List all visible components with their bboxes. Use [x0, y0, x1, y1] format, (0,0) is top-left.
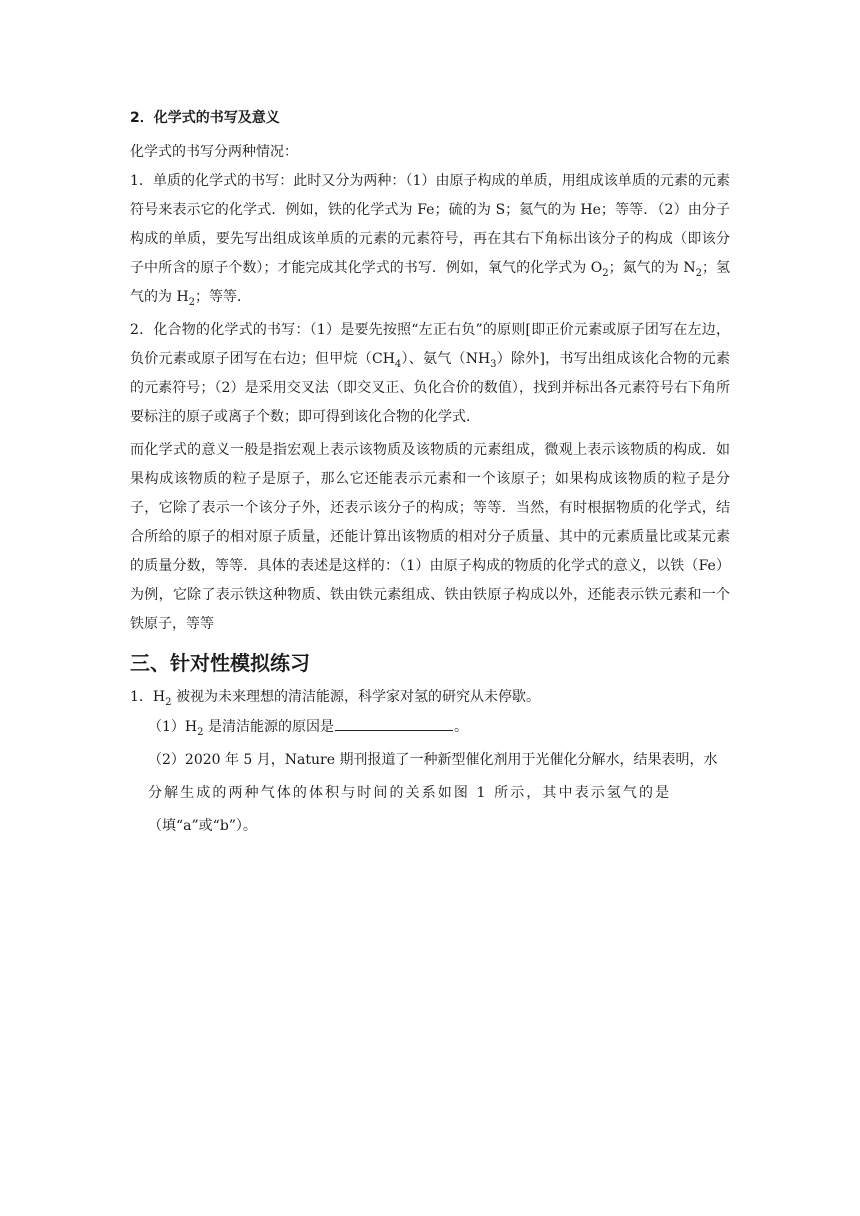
- text-run: （填“a”或“b”）。: [148, 818, 257, 834]
- question-1-part-2: [130, 744, 730, 843]
- answer-blank[interactable]: [335, 715, 453, 731]
- subscript: 3: [490, 358, 497, 370]
- text-run: ）、氨气（NH: [401, 351, 491, 367]
- subscript: 2: [165, 696, 172, 708]
- question-1: [130, 683, 730, 711]
- document-content: [130, 108, 730, 843]
- subscript: 2: [188, 296, 196, 308]
- paragraph-compound-formula: [130, 316, 730, 432]
- text-run: ）除外]，书写出组成该化合物的元素的元素符号；（2）是采用交叉法（即交叉正、负化合价的数值），找到并标出各元素符号右下角所要标注的原子或离子个数；即可得到该化合物的化学式．: [130, 351, 730, 425]
- paragraph-formula-meaning: 而化学式的意义一般是指宏观上表示该物质及该物质的元素组成，微观上表示该物质的构成．如果构成该物质的粒子是原子，那么它还能表示元素和一个该原子；如果构成该物质的粒子是分子，它除了表示一个该分子外，还表示该分子的构成；等等．当然，有时根据物质的化学式，结合所给的原子的相对原子质量，还能计算出该物质的相对分子质量、其中的元素质量比或某元素的质量分数，等等．具体的表述是这样的：（1）由原子构成的物质的化学式的意义，以铁（Fe）为例，它除了表示铁这种物质、铁由铁元素组成、铁由铁原子构成以外，还能表示铁元素和一个铁原子，等等: [130, 442, 730, 632]
- text-run: （1）H: [148, 719, 198, 735]
- section-title: 三、针对性模拟练习: [130, 651, 310, 675]
- intro-paragraph: 化学式的书写分两种情况：: [130, 144, 298, 160]
- question-1-part-1: [130, 711, 730, 744]
- subscript: 2: [695, 267, 702, 279]
- text-run: ；等等．: [195, 289, 252, 305]
- text-run: 2．化合物的化学式的书写：（1）是要先按照“左正右负”的原则[即正价元素或原子团写在左边，负价元素或原子团写在右边；但甲烷（CH: [130, 322, 730, 367]
- subscript: 2: [602, 267, 609, 279]
- paragraph-elemental-formula: [130, 167, 730, 312]
- subscript: 2: [197, 726, 204, 738]
- section-heading: 2．化学式的书写及意义: [130, 110, 280, 126]
- text-run: 分解生成的两种气体的体积与时间的关系如图 1 所示，其中表示氢气的是: [148, 785, 672, 801]
- text-run: （2）2020 年 5 月，Nature 期刊报道了一种新型催化剂用于光催化分解水，结果表明，水: [148, 752, 718, 768]
- text-run: 被视为未来理想的清洁能源，科学家对氢的研究从未停歇。: [171, 689, 540, 705]
- text-run: 。: [453, 719, 468, 735]
- text-run: ；氢气的为 H: [130, 260, 730, 305]
- text-run: 1．单质的化学式的书写：此时又分为两种：（1）由原子构成的单质，用组成该单质的元素的元素符号来表示它的化学式．例如，铁的化学式为 Fe；硫的为 S；氦气的为 He；等等．（2）由分子构成的单质，要先写出组成该单质的元素的元素符号，再在其右下角标出该分子的构成（即该分子中所含的原子个数）；才能完成其化学式的书写．例如，氧气的化学式为 O: [130, 173, 730, 276]
- text-run: ；氮气的为 N: [608, 260, 696, 276]
- text-run: 是清洁能源的原因是: [203, 719, 334, 735]
- text-run: 1．H: [130, 689, 166, 705]
- subscript: 4: [394, 358, 402, 370]
